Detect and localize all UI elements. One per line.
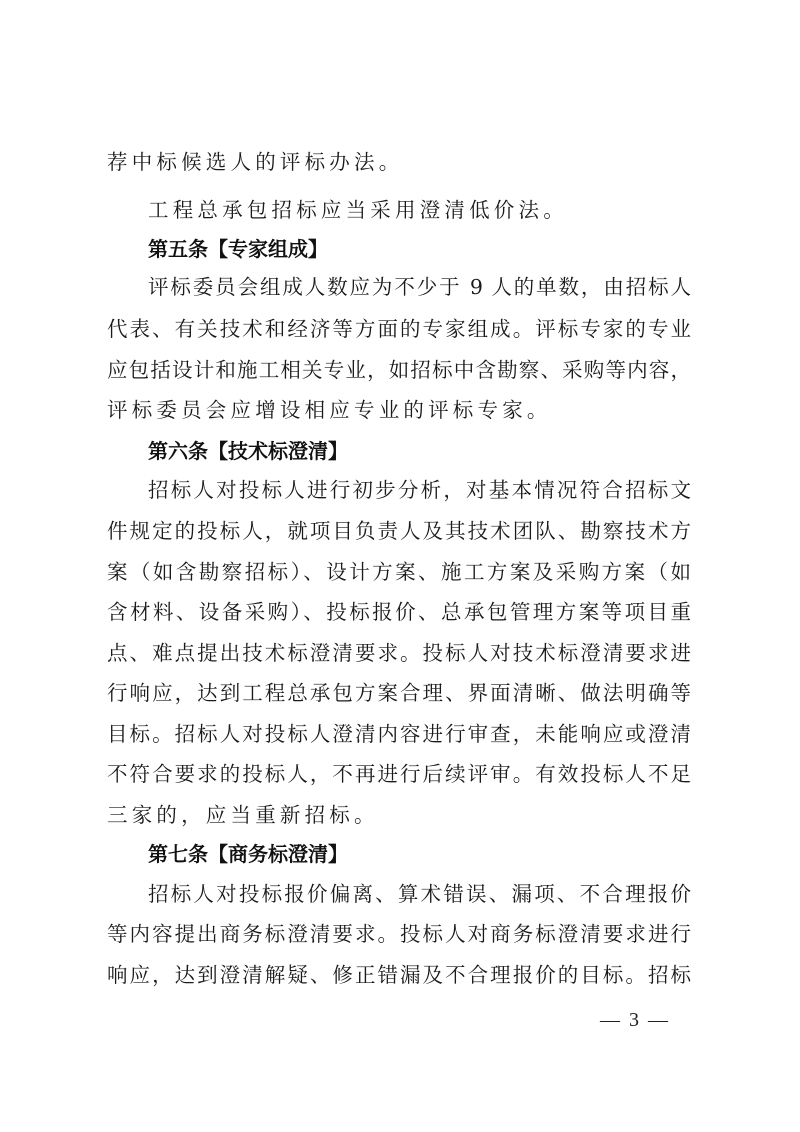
body-line: 招标人对投标报价偏离、算术错误、漏项、不合理报价 bbox=[148, 882, 691, 906]
body-line: 应包括设计和施工相关专业，如招标中含勘察、采购等内容， bbox=[107, 358, 691, 382]
page-number: — 3 — bbox=[600, 1009, 670, 1031]
body-line: 不符合要求的投标人，不再进行后续评审。有效投标人不足 bbox=[107, 762, 691, 786]
body-line: 行响应，达到工程总承包方案合理、界面清晰、做法明确等 bbox=[107, 681, 691, 705]
body-line: 案（如含勘察招标）、设计方案、施工方案及采购方案（如 bbox=[107, 560, 691, 584]
body-line: 三家的，应当重新招标。 bbox=[107, 803, 379, 827]
body-line: 目标。招标人对投标人澄清内容进行审查，未能响应或澄清 bbox=[107, 722, 691, 746]
body-line: 招标人对投标人进行初步分析，对基本情况符合招标文 bbox=[148, 478, 691, 502]
article-heading-5: 第五条【专家组成】 bbox=[148, 237, 328, 261]
body-line: 含材料、设备采购）、投标报价、总承包管理方案等项目重 bbox=[107, 600, 691, 624]
body-line: 响应，达到澄清解疑、修正错漏及不合理报价的目标。招标 bbox=[107, 963, 691, 987]
article-heading-7: 第七条【商务标澄清】 bbox=[148, 842, 348, 866]
body-line: 件规定的投标人，就项目负责人及其技术团队、勘察技术方 bbox=[107, 519, 691, 543]
body-line: 荐中标候选人的评标办法。 bbox=[107, 150, 404, 174]
body-line: 评标委员会应增设相应专业的评标专家。 bbox=[107, 398, 552, 422]
body-line: 等内容提出商务标澄清要求。投标人对商务标澄清要求进行 bbox=[107, 922, 691, 946]
body-line: 工程总承包招标应当采用澄清低价法。 bbox=[148, 198, 568, 222]
body-line: 代表、有关技术和经济等方面的专家组成。评标专家的专业 bbox=[107, 317, 691, 341]
article-heading-6: 第六条【技术标澄清】 bbox=[148, 439, 348, 463]
body-line: 点、难点提出技术标澄清要求。投标人对技术标澄清要求进 bbox=[107, 641, 691, 665]
body-line: 评标委员会组成人数应为不少于 9 人的单数，由招标人 bbox=[148, 275, 691, 299]
